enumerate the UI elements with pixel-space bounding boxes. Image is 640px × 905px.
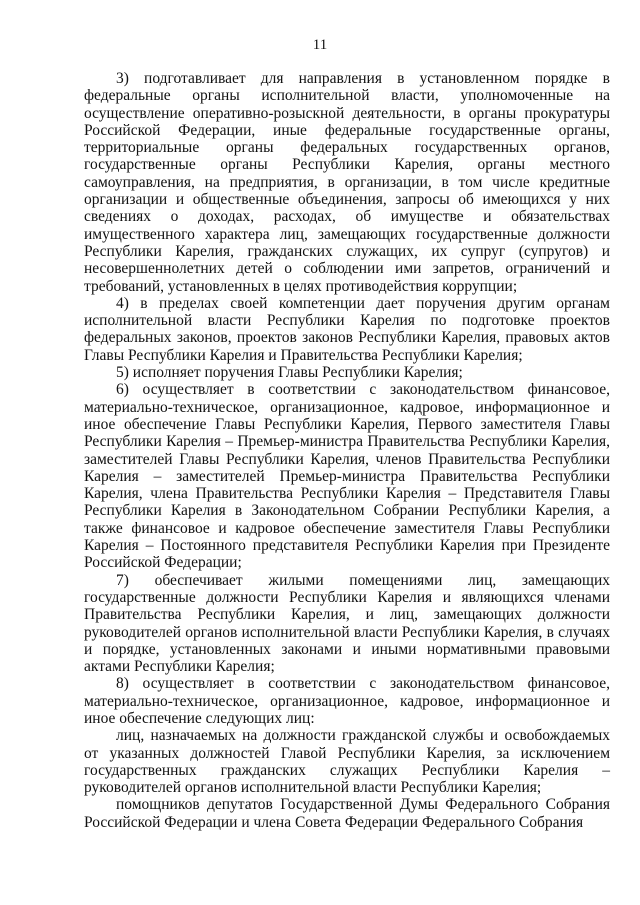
paragraph-item-4: 4) в пределах своей компетенции дает поручения другим органам исполнительной власти Республики Карелия по подготовке проектов федеральных законов, проектов законов Республики Карелия, правовых актов Главы Республики Карелия и Правительства Республики Карелия; [84, 294, 610, 364]
paragraph-item-6: 6) осуществляет в соответствии с законодательством финансовое, материально-техническое, организационное, кадровое, информационное и иное обеспечение Главы Республики Карелия, Первого заместителя Главы Республики Карелия – Премьер-министра Правительства Республики Карелия, заместителей Главы Республики Карелия, членов Правительства Республики Карелия – заместителей Премьер-министра Правительства Республики Карелия, члена Правительства Республики Карелия – Представителя Главы Республики Карелия в Законодательном Собрании Республики Карелия, а также финансовое и кадровое обеспечение заместителя Главы Республики Карелия – Постоянного представителя Республики Карелия при Президенте Российской Федерации; [84, 381, 610, 572]
page-number: 11 [312, 37, 328, 53]
paragraph-item-7: 7) обеспечивает жилыми помещениями лиц, замещающих государственные должности Республики Карелия и являющихся членами Правительства Республики Карелия, и лиц, замещающих должности руководителей органов исполнительной власти Республики Карелия, в случаях и порядке, установленных законами и иными нормативными правовыми актами Республики Карелия; [84, 571, 610, 676]
paragraph-civil-service-persons: лиц, назначаемых на должности гражданской службы и освобождаемых от указанных должностей Главой Республики Карелия, за исключением государственных гражданских служащих Республики Карелия – руководителей органов исполнительной власти Республики Карелия; [84, 727, 610, 797]
paragraph-item-5: 5) исполняет поручения Главы Республики Карелия; [116, 364, 463, 382]
paragraph-item-3: 3) подготавливает для направления в установленном порядке в федеральные органы исполнительной власти, уполномоченные на осуществление оперативно-розыскной деятельности, в органы прокуратуры Российской Федерации, иные федеральные государственные органы, территориальные органы федеральных государственных органов, государственные органы Республики Карелия, органы местного самоуправления, на предприятия, в организации, в том числе кредитные организации и общественные объединения, запросы об имеющихся у них сведениях о доходах, расходах, об имуществе и обязательствах имущественного характера лиц, замещающих государственные должности Республики Карелия, гражданских служащих, их супруг (супругов) и несовершеннолетних детей о соблюдении ими запретов, ограничений и требований, установленных в целях противодействия коррупции; [84, 70, 610, 295]
paragraph-item-8: 8) осуществляет в соответствии с законодательством финансовое, материально-техническое, организационное, кадровое, информационное и иное обеспечение следующих лиц: [84, 675, 610, 727]
document-body [84, 70, 610, 831]
paragraph-deputy-assistants: помощников депутатов Государственной Думы Федерального Собрания Российской Федерации и члена Совета Федерации Федерального Собрания [84, 796, 610, 831]
